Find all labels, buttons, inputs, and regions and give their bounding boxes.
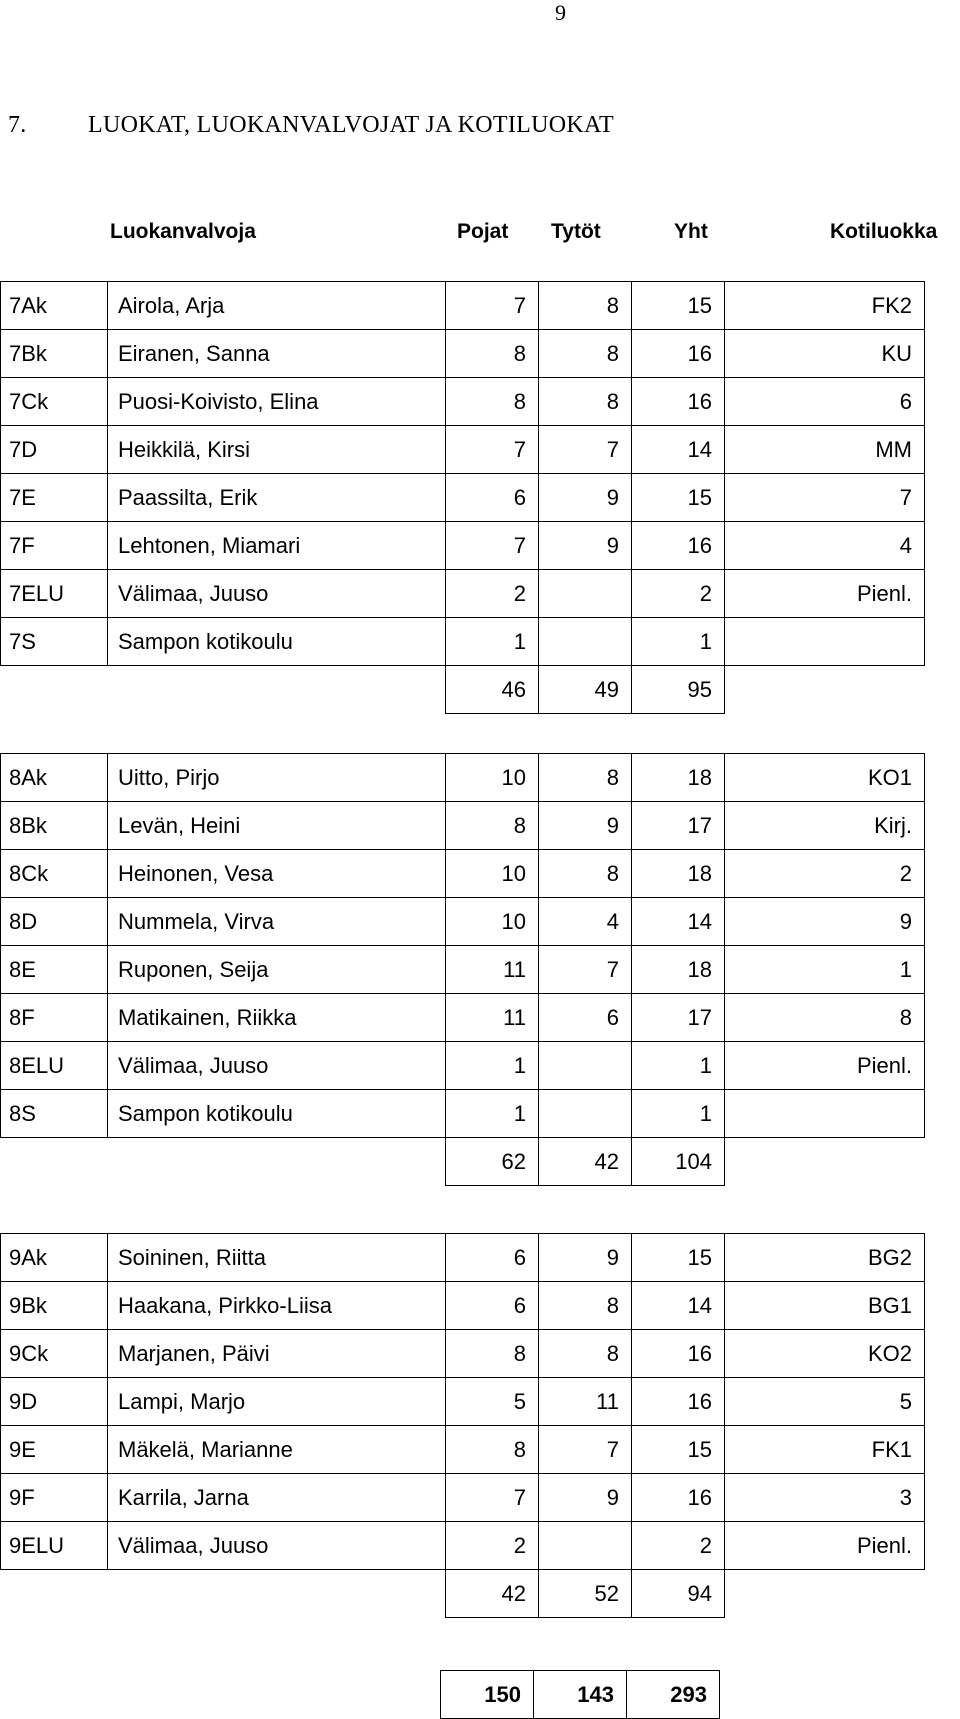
class-teacher: Lehtonen, Miamari [108,522,446,570]
girls-count: 9 [539,522,632,570]
table-row [1,1282,925,1330]
homeroom: 1 [725,946,925,994]
class-teacher: Lampi, Marjo [108,1378,446,1426]
class-teacher: Marjanen, Päivi [108,1330,446,1378]
boys-count: 7 [446,522,539,570]
total-count: 2 [632,1522,725,1570]
class-teacher: Puosi-Koivisto, Elina [108,378,446,426]
class-teacher: Paassilta, Erik [108,474,446,522]
homeroom: Pienl. [725,570,925,618]
subtotal-boys: 42 [446,1570,539,1618]
boys-count: 1 [446,1042,539,1090]
girls-count [539,1042,632,1090]
total-count: 18 [632,754,725,802]
total-count: 17 [632,994,725,1042]
homeroom [725,618,925,666]
class-teacher: Airola, Arja [108,282,446,330]
class-code: 7D [1,426,108,474]
class-code: 9Ck [1,1330,108,1378]
girls-count: 7 [539,946,632,994]
class-teacher: Haakana, Pirkko-Liisa [108,1282,446,1330]
homeroom: Pienl. [725,1042,925,1090]
class-code: 8E [1,946,108,994]
empty-cell [1,666,108,714]
table-row [1,1330,925,1378]
boys-count: 10 [446,850,539,898]
table-row [1,946,925,994]
subtotal-girls: 42 [539,1138,632,1186]
total-count: 15 [632,1234,725,1282]
girls-count: 6 [539,994,632,1042]
boys-count: 7 [446,1474,539,1522]
class-table-grade-9 [0,1233,925,1618]
homeroom: Kirj. [725,802,925,850]
total-count: 14 [632,898,725,946]
total-count: 16 [632,378,725,426]
homeroom: 8 [725,994,925,1042]
girls-count: 9 [539,1474,632,1522]
homeroom: KU [725,330,925,378]
empty-cell [725,1138,925,1186]
boys-count: 6 [446,474,539,522]
girls-count: 9 [539,474,632,522]
subtotal-row [1,1138,925,1186]
class-code: 9D [1,1378,108,1426]
table-row [1,282,925,330]
boys-count: 8 [446,1426,539,1474]
boys-count: 1 [446,618,539,666]
column-headers [0,220,960,250]
girls-count: 8 [539,1330,632,1378]
boys-count: 2 [446,570,539,618]
class-teacher: Nummela, Virva [108,898,446,946]
girls-count: 11 [539,1378,632,1426]
table-row [1,802,925,850]
class-teacher: Heikkilä, Kirsi [108,426,446,474]
girls-count: 4 [539,898,632,946]
class-code: 8Ck [1,850,108,898]
boys-count: 5 [446,1378,539,1426]
class-code: 7F [1,522,108,570]
homeroom [725,1090,925,1138]
total-count: 1 [632,618,725,666]
class-teacher: Levän, Heini [108,802,446,850]
boys-count: 1 [446,1090,539,1138]
homeroom: 3 [725,1474,925,1522]
class-table-grade-8 [0,753,925,1186]
homeroom: BG1 [725,1282,925,1330]
total-count: 16 [632,330,725,378]
boys-count: 7 [446,426,539,474]
table-row [1,330,925,378]
subtotal-row [1,666,925,714]
class-code: 9E [1,1426,108,1474]
class-code: 9ELU [1,1522,108,1570]
class-code: 7E [1,474,108,522]
total-count: 16 [632,522,725,570]
homeroom: FK2 [725,282,925,330]
class-teacher: Välimaa, Juuso [108,1522,446,1570]
girls-count [539,1090,632,1138]
boys-count: 6 [446,1234,539,1282]
total-count: 15 [632,1426,725,1474]
girls-count [539,618,632,666]
boys-count: 8 [446,378,539,426]
boys-count: 8 [446,802,539,850]
total-count: 16 [632,1378,725,1426]
table-row [1,1090,925,1138]
table-row [1,474,925,522]
homeroom: BG2 [725,1234,925,1282]
girls-count: 8 [539,378,632,426]
table-row [1,1426,925,1474]
subtotal-boys: 46 [446,666,539,714]
total-count: 16 [632,1474,725,1522]
class-code: 7S [1,618,108,666]
table-row [1,898,925,946]
boys-count: 8 [446,1330,539,1378]
class-teacher: Karrila, Jarna [108,1474,446,1522]
table-row [1,1474,925,1522]
total-count: 14 [632,426,725,474]
class-code: 8Bk [1,802,108,850]
homeroom: KO2 [725,1330,925,1378]
section-title: LUOKAT, LUOKANVALVOJAT JA KOTILUOKAT [88,112,614,138]
class-teacher: Uitto, Pirjo [108,754,446,802]
class-code: 8F [1,994,108,1042]
total-count: 14 [632,1282,725,1330]
boys-count: 10 [446,898,539,946]
class-code: 7Ck [1,378,108,426]
class-teacher: Ruponen, Seija [108,946,446,994]
class-code: 8ELU [1,1042,108,1090]
class-table-grade-7 [0,281,925,714]
table-row [1,378,925,426]
total-count: 18 [632,850,725,898]
table-row [1,754,925,802]
homeroom: 2 [725,850,925,898]
grand-total-boys: 150 [441,1671,534,1719]
subtotal-row [1,1570,925,1618]
girls-count: 8 [539,330,632,378]
girls-count: 9 [539,1234,632,1282]
col-header-homeroom: Kotiluokka [830,220,938,243]
class-teacher: Sampon kotikoulu [108,618,446,666]
homeroom: 7 [725,474,925,522]
subtotal-girls: 49 [539,666,632,714]
empty-cell [1,1570,108,1618]
grand-total-row [441,1671,720,1719]
total-count: 17 [632,802,725,850]
subtotal-girls: 52 [539,1570,632,1618]
girls-count: 8 [539,282,632,330]
empty-cell [108,1570,446,1618]
table-row [1,1042,925,1090]
total-count: 16 [632,1330,725,1378]
class-teacher: Välimaa, Juuso [108,570,446,618]
girls-count: 8 [539,850,632,898]
girls-count: 9 [539,802,632,850]
empty-cell [1,1138,108,1186]
class-code: 8S [1,1090,108,1138]
girls-count: 8 [539,754,632,802]
homeroom: Pienl. [725,1522,925,1570]
girls-count [539,570,632,618]
col-header-girls: Tytöt [551,220,601,243]
boys-count: 8 [446,330,539,378]
homeroom: 4 [725,522,925,570]
homeroom: MM [725,426,925,474]
table-row [1,1234,925,1282]
class-code: 9Bk [1,1282,108,1330]
subtotal-all: 95 [632,666,725,714]
subtotal-all: 104 [632,1138,725,1186]
table-row [1,850,925,898]
girls-count: 8 [539,1282,632,1330]
page-number: 9 [555,0,566,25]
class-teacher: Eiranen, Sanna [108,330,446,378]
total-count: 1 [632,1090,725,1138]
total-count: 18 [632,946,725,994]
table-row [1,618,925,666]
total-count: 15 [632,282,725,330]
girls-count: 7 [539,426,632,474]
homeroom: 6 [725,378,925,426]
class-teacher: Soininen, Riitta [108,1234,446,1282]
section-heading [8,112,614,139]
total-count: 2 [632,570,725,618]
class-code: 7Ak [1,282,108,330]
girls-count [539,1522,632,1570]
total-count: 15 [632,474,725,522]
table-row [1,1378,925,1426]
section-number: 7. [8,112,27,138]
grand-total-table [440,1670,720,1719]
homeroom: 5 [725,1378,925,1426]
grand-total-all: 293 [627,1671,720,1719]
table-row [1,1522,925,1570]
class-teacher: Sampon kotikoulu [108,1090,446,1138]
subtotal-boys: 62 [446,1138,539,1186]
empty-cell [725,1570,925,1618]
subtotal-all: 94 [632,1570,725,1618]
col-header-total: Yht [674,220,708,243]
table-row [1,570,925,618]
homeroom: KO1 [725,754,925,802]
class-teacher: Välimaa, Juuso [108,1042,446,1090]
class-code: 9Ak [1,1234,108,1282]
class-teacher: Matikainen, Riikka [108,994,446,1042]
table-row [1,426,925,474]
class-code: 9F [1,1474,108,1522]
grand-total-girls: 143 [534,1671,627,1719]
empty-cell [108,1138,446,1186]
girls-count: 7 [539,1426,632,1474]
boys-count: 6 [446,1282,539,1330]
boys-count: 7 [446,282,539,330]
class-code: 7Bk [1,330,108,378]
col-header-boys: Pojat [457,220,509,243]
total-count: 1 [632,1042,725,1090]
homeroom: FK1 [725,1426,925,1474]
boys-count: 11 [446,946,539,994]
boys-count: 2 [446,1522,539,1570]
boys-count: 11 [446,994,539,1042]
class-teacher: Heinonen, Vesa [108,850,446,898]
class-code: 7ELU [1,570,108,618]
col-header-teacher: Luokanvalvoja [110,220,256,243]
table-row [1,994,925,1042]
empty-cell [108,666,446,714]
homeroom: 9 [725,898,925,946]
boys-count: 10 [446,754,539,802]
class-teacher: Mäkelä, Marianne [108,1426,446,1474]
class-code: 8D [1,898,108,946]
table-row [1,522,925,570]
empty-cell [725,666,925,714]
class-code: 8Ak [1,754,108,802]
